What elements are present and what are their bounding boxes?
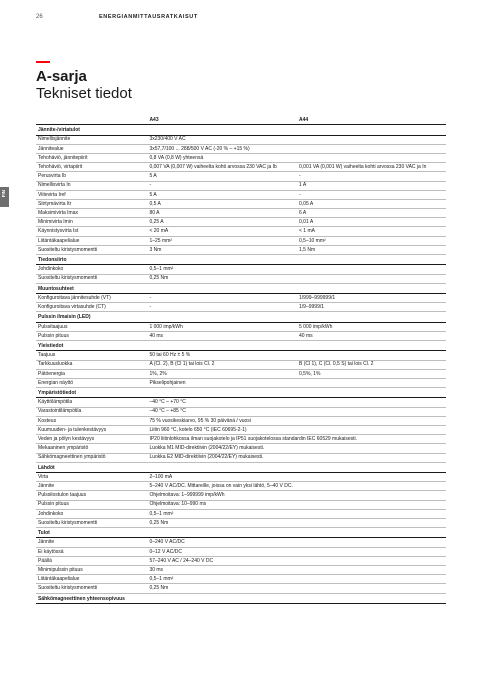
table-row	[36, 509, 446, 518]
row-label: Maksimivirta Imax	[36, 209, 147, 218]
running-header: ENERGIANMITTAUSRATKAISUT	[99, 14, 198, 20]
table-row	[36, 190, 446, 199]
page-number: 26	[36, 14, 43, 20]
row-value-a44	[297, 547, 446, 556]
row-value-a43: 50 tai 60 Hz ± 5 %	[147, 351, 297, 360]
section-title: Lähdöt	[36, 462, 446, 472]
column-header-label	[36, 117, 147, 125]
row-label: Suositeltu kiristysmomentti	[36, 584, 147, 593]
row-label: Virta	[36, 473, 147, 482]
table-row	[36, 584, 446, 593]
row-value-a43: Luokka E2 MID-direktiivin (2004/22/EY) mukaisesti.	[147, 453, 297, 462]
section-header-row	[36, 593, 446, 603]
table-row	[36, 538, 446, 547]
row-value-a44: < 1 mA	[297, 227, 446, 236]
row-value-a44	[297, 351, 446, 360]
row-value-a44	[297, 425, 446, 434]
table-row	[36, 518, 446, 527]
table-row	[36, 575, 446, 584]
row-value-a43: –40 °C – +85 °C	[147, 407, 297, 416]
row-value-a44: 0,5–10 mm²	[297, 236, 446, 245]
row-value-a43: A (Cl. 2), B (Cl 1) tai lois Cl. 2	[147, 360, 297, 369]
row-label: Johdinkoko	[36, 509, 147, 518]
row-label: Konfiguroitava jännitesuhde (VT)	[36, 294, 147, 303]
row-label: Suositeltu kiristysmomentti	[36, 518, 147, 527]
row-value-a44	[297, 378, 446, 387]
row-value-a43: 0,5 A	[147, 199, 297, 208]
row-value-a44	[297, 509, 446, 518]
table-row	[36, 227, 446, 236]
page-subtitle: Tekniset tiedot	[36, 85, 132, 102]
row-label: Kosteus	[36, 416, 147, 425]
row-value-a44	[297, 584, 446, 593]
section-title: Yleistiedot	[36, 341, 446, 351]
row-value-a43: 30 ms	[147, 565, 297, 574]
row-value-a44	[297, 265, 446, 274]
table-row	[36, 407, 446, 416]
row-value-a44: 1,5 Nm	[297, 245, 446, 254]
row-value-a43: 0,25 Nm	[147, 518, 297, 527]
row-value-a44: B (Cl 1), C (Cl. 0,5 S) tai lois Cl. 2	[297, 360, 446, 369]
row-value-a44	[297, 398, 446, 407]
row-label: Jännitealue	[36, 144, 147, 153]
row-value-a43: 0,25 Nm	[147, 584, 297, 593]
table-row	[36, 565, 446, 574]
row-label: Minimivirta Imin	[36, 218, 147, 227]
row-value-a44: 1/9–9999/1	[297, 303, 446, 312]
section-title: Sähkömagneettinen yhteensopivuus	[36, 593, 446, 603]
row-value-a44: 1/999–999999/1	[297, 294, 446, 303]
row-value-a44	[297, 416, 446, 425]
row-value-a43: 1–25 mm²	[147, 236, 297, 245]
row-label: Tarkkuusluokka	[36, 360, 147, 369]
row-value-a43: 5 A	[147, 190, 297, 199]
row-label: Minimipulssin pituus	[36, 565, 147, 574]
section-title: Pulssin ilmaisin (LED)	[36, 312, 446, 322]
row-value-a44	[297, 565, 446, 574]
row-value-a43: Ohjelmoitava: 10–990 ms	[147, 500, 297, 509]
table-row	[36, 491, 446, 500]
section-header-row	[36, 528, 446, 538]
language-tab-label: FIN	[1, 190, 6, 198]
row-value-a43: 3x230/400 V AC	[147, 135, 297, 144]
row-label: Sähkömagneettinen ympäristö	[36, 453, 147, 462]
row-value-a43: 3 Nm	[147, 245, 297, 254]
row-value-a44: -	[297, 172, 446, 181]
row-value-a44	[297, 500, 446, 509]
row-label: Suositeltu kiristysmomentti	[36, 274, 147, 283]
table-column-header	[36, 117, 446, 125]
row-value-a44	[297, 144, 446, 153]
row-value-a44	[297, 274, 446, 283]
table-row	[36, 294, 446, 303]
table-row	[36, 199, 446, 208]
row-value-a44	[297, 556, 446, 565]
row-value-a43: 0–12 V AC/DC	[147, 547, 297, 556]
row-label: Käyttölämpötila	[36, 398, 147, 407]
table-row	[36, 163, 446, 172]
section-header-row	[36, 312, 446, 322]
section-header-row	[36, 388, 446, 398]
row-label: Siirtymävirta Itr	[36, 199, 147, 208]
table-row	[36, 303, 446, 312]
row-value-a43: 1%, 2%	[147, 369, 297, 378]
table-row	[36, 378, 446, 387]
row-label: Kuumuuden- ja tulenkestävyys	[36, 425, 147, 434]
section-title: Muuntosuhteet	[36, 283, 446, 293]
table-row	[36, 331, 446, 340]
row-value-a44	[297, 473, 446, 482]
table-row	[36, 181, 446, 190]
row-value-a44: -	[297, 190, 446, 199]
table-row	[36, 322, 446, 331]
accent-bar	[36, 61, 50, 63]
row-label: Perusvirta Ib	[36, 172, 147, 181]
row-label: Suositeltu kiristysmomentti	[36, 245, 147, 254]
table-row	[36, 482, 446, 491]
row-label: Pulssitaajuus	[36, 322, 147, 331]
row-value-a44: 0,05 A	[297, 199, 446, 208]
row-value-a43: 1 000 imp/kWh	[147, 322, 297, 331]
row-label: Tehohäviö, jännitepiirit	[36, 153, 147, 162]
row-label: Jännite	[36, 482, 147, 491]
row-value-a44: 5 000 imp/kWh	[297, 322, 446, 331]
section-header-row	[36, 462, 446, 472]
spec-table	[36, 117, 446, 604]
table-row	[36, 274, 446, 283]
row-value-a43: 0,5–1 mm²	[147, 575, 297, 584]
row-value-a43: 40 ms	[147, 331, 297, 340]
table-row	[36, 398, 446, 407]
row-value-a44: 1 A	[297, 181, 446, 190]
section-header-row	[36, 255, 446, 265]
table-row	[36, 245, 446, 254]
table-row	[36, 547, 446, 556]
section-title: Tulot	[36, 528, 446, 538]
row-value-a43: Pikselipohjainen	[147, 378, 297, 387]
row-value-a43: 0–240 V AC/DC	[147, 538, 297, 547]
table-row	[36, 435, 446, 444]
table-row	[36, 218, 446, 227]
table-row	[36, 500, 446, 509]
row-label: Liitäntäkaapelialue	[36, 236, 147, 245]
row-value-a43: 0,25 Nm	[147, 274, 297, 283]
row-label: Mekaaninen ympäristö	[36, 444, 147, 453]
table-row	[36, 236, 446, 245]
table-row	[36, 265, 446, 274]
section-header-row	[36, 283, 446, 293]
row-label: Pätöenergia	[36, 369, 147, 378]
table-row	[36, 360, 446, 369]
table-row	[36, 473, 446, 482]
row-value-a43: Ohjelmoitava: 1–999999 imp/kWh	[147, 491, 297, 500]
language-tab	[0, 187, 9, 207]
row-label: Tehohäviö, virtapiirit	[36, 163, 147, 172]
table-row	[36, 444, 446, 453]
row-value-a43: IP20 liitinlohkossa ilman suojakotelo ja IP51 suojakotelossa standardin IEC 60529 mukaisesti.	[147, 435, 446, 444]
row-label: Veden ja pölyn kestävyys	[36, 435, 147, 444]
row-value-a43: -	[147, 303, 297, 312]
row-value-a43: Luokka M1 MID-direktiivin (2004/22/EY) mukaisesti.	[147, 444, 297, 453]
row-value-a43: 80 A	[147, 209, 297, 218]
table-row	[36, 153, 446, 162]
row-value-a43: Liitin 960 °C, kotelo 650 °C (IEC 60695-2-1)	[147, 425, 297, 434]
row-value-a44	[297, 444, 446, 453]
row-value-a43: 57–240 V AC / 24–240 V DC	[147, 556, 297, 565]
row-label: Jännite	[36, 538, 147, 547]
row-value-a44: 0,5%, 1%	[297, 369, 446, 378]
row-value-a44: 0,001 VA (0,001 W) vaiheelta kohti arvossa 230 VAC ja In	[297, 163, 446, 172]
row-value-a44: 40 ms	[297, 331, 446, 340]
table-row	[36, 209, 446, 218]
row-label: Nimellisvirta In	[36, 181, 147, 190]
row-value-a44: 6 A	[297, 209, 446, 218]
row-value-a43: 2–100 mA	[147, 473, 297, 482]
row-label: Varastointilämpötila	[36, 407, 147, 416]
row-value-a43: 0,5–1 mm²	[147, 509, 297, 518]
row-label: Nimellisjännite	[36, 135, 147, 144]
table-row	[36, 453, 446, 462]
row-value-a43: 5–240 V AC/DC. Mittareille, joissa on vain yksi lähtö, 5–40 V DC.	[147, 482, 446, 491]
section-header-row	[36, 125, 446, 135]
section-title: Ympäristötiedot	[36, 388, 446, 398]
table-row	[36, 425, 446, 434]
row-value-a43: 5 A	[147, 172, 297, 181]
table-row	[36, 351, 446, 360]
row-label: Käynnistysvirta Ist	[36, 227, 147, 236]
row-value-a43: 0,007 VA (0,007 W) vaiheelta kohti arvossa 230 VAC ja Ib	[147, 163, 297, 172]
section-header-row	[36, 341, 446, 351]
row-label: Ei käytössä	[36, 547, 147, 556]
row-value-a44	[297, 518, 446, 527]
row-value-a43: –40 °C – +70 °C	[147, 398, 297, 407]
page-title: A-sarja	[36, 68, 87, 85]
row-value-a44	[297, 407, 446, 416]
row-value-a43: 0,8 VA (0,8 W) yhteensä	[147, 153, 297, 162]
row-value-a43: 0,25 A	[147, 218, 297, 227]
row-value-a43: 3x57,7/100 ... 288/500 V AC (-20 % – +15 %)	[147, 144, 297, 153]
section-title: Jännite-/virtatulot	[36, 125, 446, 135]
section-title: Tiedonsiirto	[36, 255, 446, 265]
row-value-a44	[297, 153, 446, 162]
row-value-a44	[297, 135, 446, 144]
row-label: Energian näyttö	[36, 378, 147, 387]
row-value-a43: 0,5–1 mm²	[147, 265, 297, 274]
row-value-a43: 75 % vuosikeskiarvo, 95 % 30 päivänä / vuosi	[147, 416, 297, 425]
row-value-a44	[297, 491, 446, 500]
row-label: Pulssin pituus	[36, 500, 147, 509]
row-label: Liitäntäkaapelialue	[36, 575, 147, 584]
row-label: Johdinkoko	[36, 265, 147, 274]
table-row	[36, 135, 446, 144]
table-row	[36, 369, 446, 378]
table-row	[36, 416, 446, 425]
row-value-a43: < 20 mA	[147, 227, 297, 236]
row-value-a43: -	[147, 294, 297, 303]
column-header-a43: A43	[147, 117, 297, 125]
table-row	[36, 144, 446, 153]
row-label: Päällä	[36, 556, 147, 565]
row-value-a44	[297, 538, 446, 547]
row-label: Pulssilostulon taajuus	[36, 491, 147, 500]
row-label: Viitevirta Iref	[36, 190, 147, 199]
row-label: Pulssin pituus	[36, 331, 147, 340]
row-value-a44	[297, 453, 446, 462]
row-label: Taajuus	[36, 351, 147, 360]
table-row	[36, 556, 446, 565]
row-value-a44: 0,01 A	[297, 218, 446, 227]
row-value-a44	[297, 575, 446, 584]
row-value-a43: -	[147, 181, 297, 190]
table-row	[36, 172, 446, 181]
column-header-a44: A44	[297, 117, 446, 125]
row-label: Konfiguroitava virtasuhde (CT)	[36, 303, 147, 312]
